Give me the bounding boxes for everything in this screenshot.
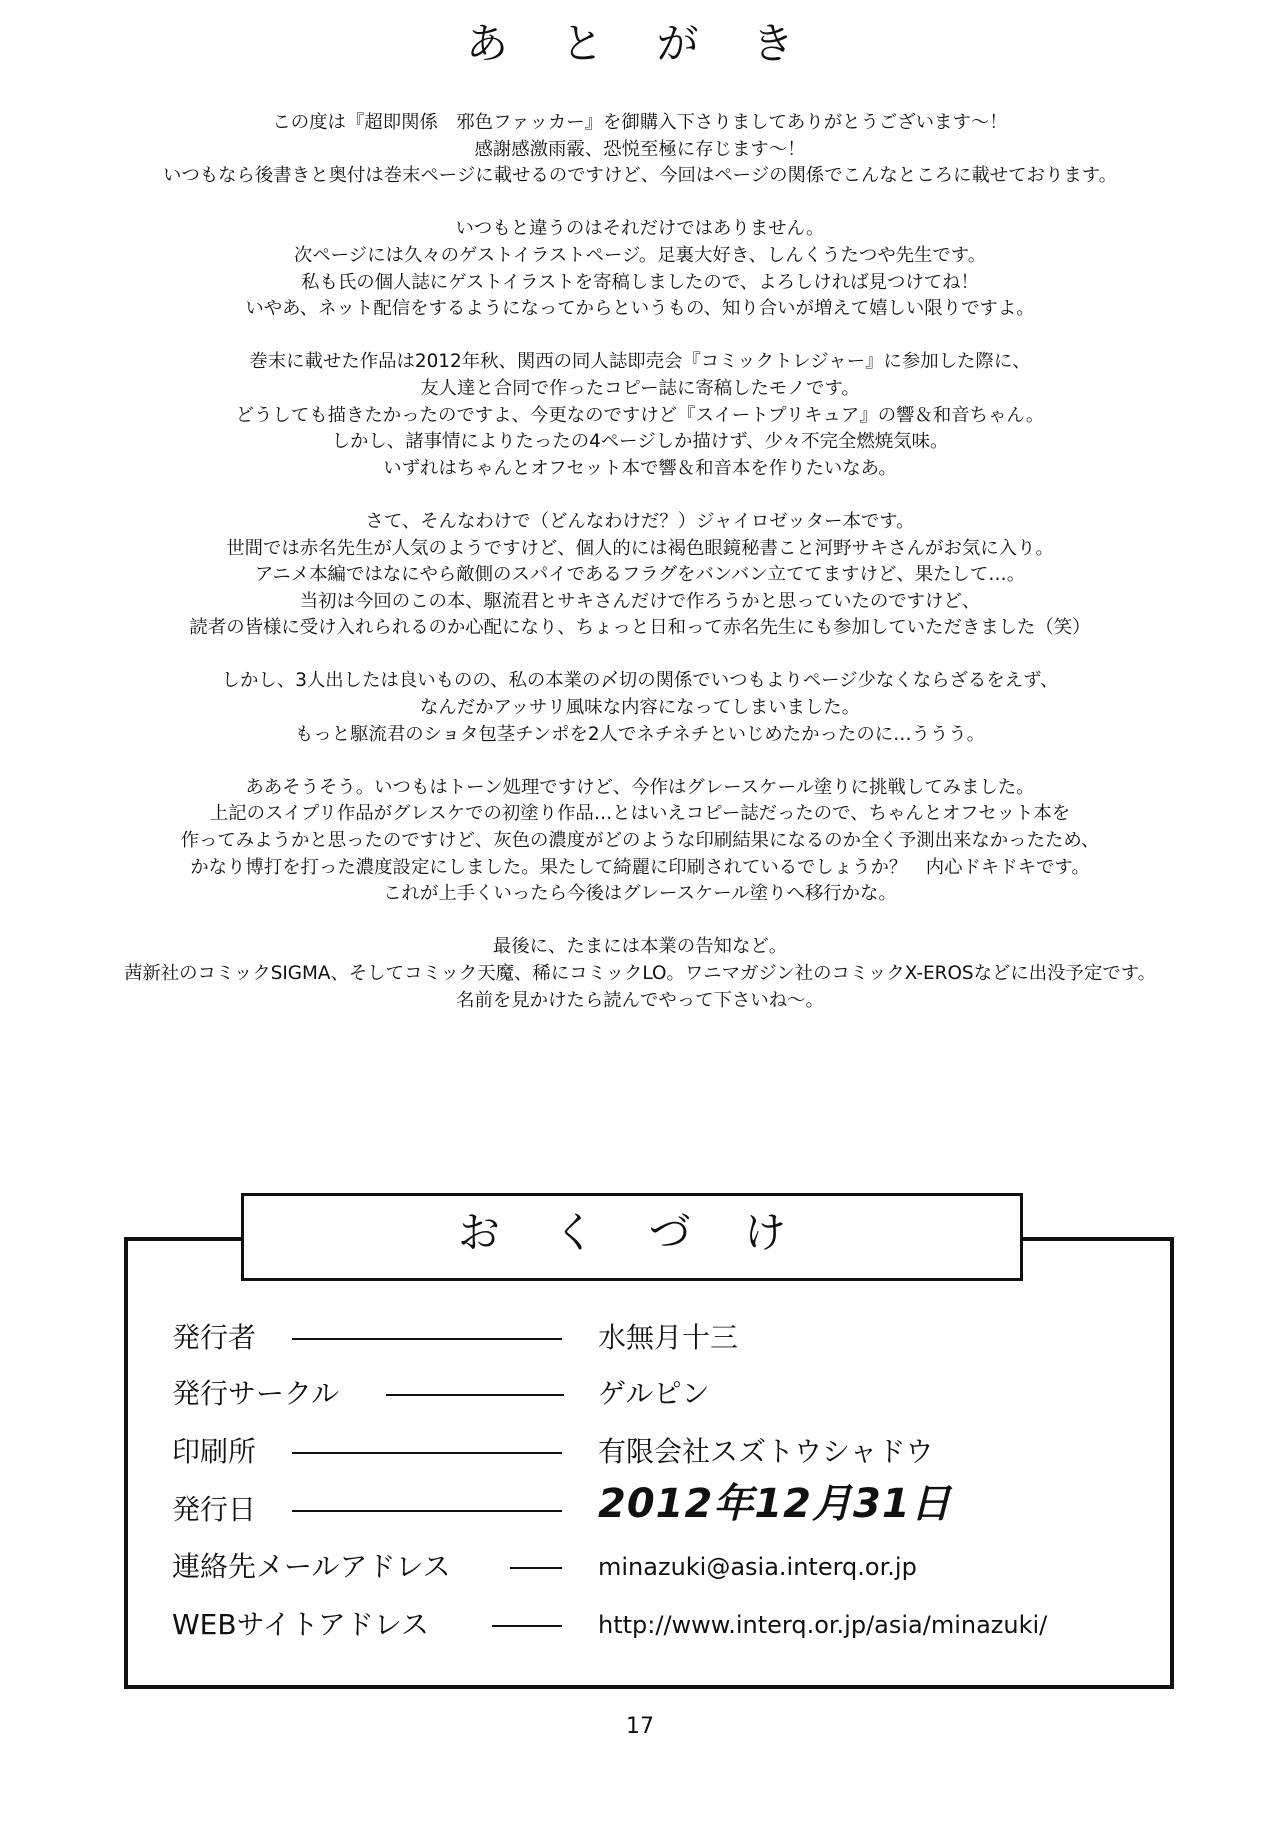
- leader-line: [510, 1567, 562, 1569]
- colophon-row-circle: [0, 1374, 1280, 1414]
- colophon-row-printer: [0, 1432, 1280, 1472]
- colophon-label: 発行日: [172, 1493, 257, 1526]
- colophon-label: WEBサイトアドレス: [172, 1608, 429, 1641]
- text-line: 次ページには久々のゲストイラストページ。足裏大好き、しんくうたつや先生です。: [293, 244, 987, 266]
- colophon-label: 発行サークル: [172, 1377, 340, 1410]
- text-line: かなり博打を打った濃度設定にしました。果たして綺麗に印刷されているでしょうか？ 内心ドキドキです。: [190, 856, 1090, 878]
- leader-line: [492, 1625, 562, 1627]
- leader-line: [292, 1338, 562, 1340]
- paragraph: [100, 775, 1180, 908]
- paragraph: [100, 110, 1180, 190]
- text-line: いつもと違うのはそれだけではありません。: [455, 218, 825, 240]
- afterword-title: あ と が き: [465, 19, 815, 68]
- colophon-value: minazuki@asia.interq.or.jp: [598, 1553, 917, 1581]
- text-line: 名前を見かけたら読んでやって下さいね～。: [456, 989, 824, 1011]
- text-line: 最後に、たまには本業の告知など。: [492, 936, 788, 958]
- text-line: 作ってみようかと思ったのですけど、灰色の濃度がどのような印刷結果になるのか全く予測出来なかったため、: [180, 830, 1100, 852]
- text-line: ああそうそう。いつもはトーン処理ですけど、今作はグレースケール塗りに挑戦してみました。: [245, 776, 1035, 798]
- text-line: いやあ、ネット配信をするようになってからというもの、知り合いが増えて嬉しい限りですよ。: [245, 298, 1035, 320]
- text-line: 茜新社のコミックSIGMA、そしてコミック天魔、稀にコミックLO。ワニマガジン社のコミックX-EROSなどに出没予定です。: [123, 963, 1157, 984]
- text-line: 私も氏の個人誌にゲストイラストを寄稿しましたので、よろしければ見つけてね！: [301, 271, 979, 293]
- colophon-title: お く づ け: [457, 1208, 807, 1257]
- colophon-label: 印刷所: [172, 1435, 257, 1468]
- text-line: しかし、3人出したは良いものの、私の本業の〆切の関係でいつもよりページ少なくならざるをえず、: [221, 670, 1059, 692]
- text-line: しかし、諸事情によりたったの4ページしか描けず、少々不完全燃焼気味。: [331, 431, 949, 453]
- leader-line: [386, 1394, 564, 1396]
- paragraph: [100, 934, 1180, 1014]
- text-line: 世間では赤名先生が人気のようですけど、個人的には褐色眼鏡秘書こと河野サキさんがお気に入り。: [226, 537, 1054, 559]
- leader-line: [292, 1452, 562, 1454]
- colophon-value: 有限会社スズトウシャドウ: [598, 1435, 934, 1468]
- text-line: この度は『超即関係 邪色ファッカー』を御購入下さりましてありがとうございます～！: [272, 112, 1008, 133]
- colophon-value: http://www.interq.or.jp/asia/minazuki/: [598, 1611, 1048, 1639]
- colophon-row-publisher: [0, 1318, 1280, 1358]
- text-line: なんだかアッサリ風味な内容になってしまいました。: [419, 697, 861, 719]
- text-line: これが上手くいったら今後はグレースケール塗りへ移行かな。: [383, 883, 897, 905]
- paragraph: [100, 349, 1180, 482]
- colophon-value: 2012年12月31日: [598, 1481, 952, 1527]
- paragraph: [100, 509, 1180, 642]
- text-line: アニメ本編ではなにやら敵側のスパイであるフラグをバンバン立ててますけど、果たして…。: [254, 564, 1026, 586]
- colophon-row-date: [0, 1481, 1280, 1530]
- colophon-label: 発行者: [172, 1321, 257, 1354]
- text-line: さて、そんなわけで（どんなわけだ？）ジャイロゼッター本です。: [365, 510, 915, 532]
- text-line: どうしても描きたかったのですよ、今更なのですけど『スイートプリキュア』の響＆和音ちゃん。: [235, 404, 1045, 426]
- text-line: いずれはちゃんとオフセット本で響＆和音本を作りたいなあ。: [383, 457, 897, 479]
- colophon-row-website: [0, 1605, 1280, 1645]
- page-number: 17: [626, 1714, 654, 1739]
- afterword-body: [100, 110, 1180, 1041]
- text-line: 感謝感激雨霰、恐悦至極に存じます～！: [474, 138, 806, 160]
- colophon-value: ゲルピン: [598, 1377, 710, 1410]
- text-line: 友人達と合同で作ったコピー誌に寄稿したモノです。: [420, 377, 860, 399]
- paragraph: [100, 216, 1180, 322]
- leader-line: [292, 1510, 562, 1512]
- colophon-value: 水無月十三: [598, 1321, 739, 1354]
- paragraph: [100, 668, 1180, 748]
- text-line: いつもなら後書きと奥付は巻末ページに載せるのですけど、今回はページの関係でこんなところに載せております。: [162, 165, 1118, 187]
- text-line: 読者の皆様に受け入れられるのか心配になり、ちょっと日和って赤名先生にも参加していただきました（笑）: [189, 617, 1091, 639]
- text-line: 上記のスイプリ作品がグレスケでの初塗り作品…とはいえコピー誌だったので、ちゃんとオフセット本を: [209, 803, 1071, 825]
- text-line: もっと駆流君のショタ包茎チンポを2人でネチネチといじめたかったのに…ううう。: [294, 723, 986, 745]
- colophon-label: 連絡先メールアドレス: [172, 1550, 451, 1583]
- text-line: 巻末に載せた作品は2012年秋、関西の同人誌即売会『コミックトレジャー』に参加した際に、: [249, 351, 1031, 373]
- text-line: 当初は今回のこの本、駆流君とサキさんだけで作ろうかと思っていたのですけど、: [299, 590, 981, 612]
- colophon-row-email: [0, 1547, 1280, 1587]
